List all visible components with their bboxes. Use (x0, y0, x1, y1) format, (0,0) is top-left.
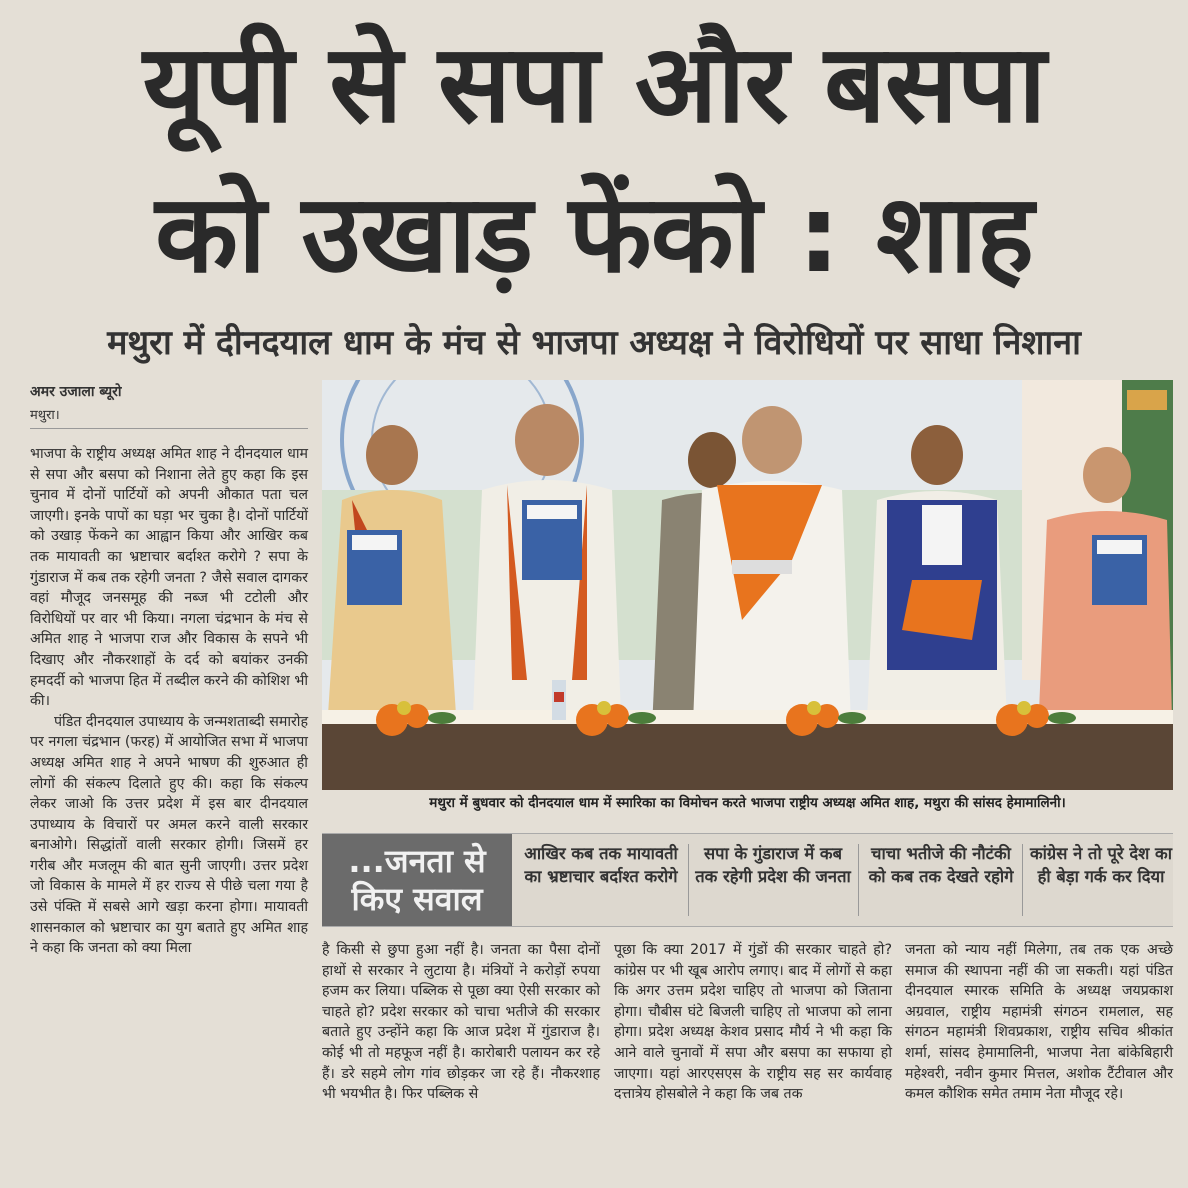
divider (688, 844, 689, 916)
paragraph: जनता को न्याय नहीं मिलेगा, तब तक एक अच्छे समाज की स्थापना नहीं की जा सकती। यहां पंडित दीनदयाल स्मारक समिति के अध्यक्ष जयप्रकाश अग्रवाल, राष्ट्रीय महामंत्री संगठन रामलाल, सह संगठन महामंत्री शिवप्रकाश, राष्ट्रीय सचिव श्रीकांत शर्मा, सांसद हेमामालिनी, भाजपा नेता बांकेबिहारी महेश्वरी, नवीन कुमार मित्तल, अशोक टैंटीवाल और कमल कौशिक समेत तमाम नेता मौजूद रहे। (905, 942, 1173, 1103)
article-column-4 (905, 940, 1173, 1105)
paragraph: भाजपा के राष्ट्रीय अध्यक्ष अमित शाह ने दीनदयाल धाम से सपा और बसपा को निशाना लेते हुए कहा कि इस चुनाव में दोनों पार्टियों को अपनी औकात पता चल जाएगी। इनके पापों का घड़ा भर चुका है। दोनों पार्टियों को उखाड़ फेंकने का आह्वान किया और आखिर कब तक मायावती का भ्रष्टाचार बर्दाश्त करोगे ? सपा के गुंडाराज में कब तक रहेगी जनता ? जैसे सवाल दागकर वहां मौजूद जनसमूह की नब्ज भी टटोली और विरोधियों पर वार भी किया। नगला चंद्रभान के मंच से अमित शाह ने भाजपा राज और विकास के सपने भी दिखाए और नौकरशाहों के दर्द को बयांकर उनकी हमदर्दी को भाजपा हित में तब्दील करने की कोशिश भी की। (30, 446, 308, 710)
paragraph: पूछा कि क्या 2017 में गुंडों की सरकार चाहते हो? कांग्रेस पर भी खूब आरोप लगाए। बाद में लोगों से कहा कि अगर उत्तम प्रदेश चाहिए तो भाजपा को जिताना होगा। चौबीस घंटे बिजली चाहिए तो भाजपा को लाना होगा। प्रदेश अध्यक्ष केशव प्रसाद मौर्य ने भी कहा कि आने वाले चुनावों में सपा और बसपा का सफाया हो जाएगा। यहां आरएसएस के राष्ट्रीय सह सर कार्यवाह दत्तात्रेय होसबोले ने कहा कि जब तक (614, 942, 892, 1103)
question-item: चाचा भतीजे की नौटंकी को कब तक देखते रहोगे (868, 844, 1014, 886)
article-column-2 (322, 940, 600, 1105)
divider (858, 844, 859, 916)
photo-caption: मथुरा में बुधवार को दीनदयाल धाम में स्मारिका का विमोचन करते भाजपा राष्ट्रीय अध्यक्ष अमित शाह, मथुरा की सांसद हेमामालिनी। (429, 795, 1066, 811)
byline-divider (30, 428, 308, 429)
title-line-2: किए सवाल (351, 880, 483, 918)
public-questions-title (322, 834, 512, 926)
headline-line-2: को उखाड़ फेंको : शाह (155, 172, 1033, 297)
headline-line-1: यूपी से सपा और बसपा (142, 22, 1046, 147)
public-questions-box (322, 833, 1173, 927)
byline: अमर उजाला ब्यूरो (30, 384, 122, 400)
subheadline: मथुरा में दीनदयाल धाम के मंच से भाजपा अध्यक्ष ने विरोधियों पर साधा निशाना (107, 323, 1081, 363)
photo-illustration (322, 380, 1173, 790)
dateline: मथुरा। (30, 408, 60, 423)
title-line-1: ...जनता से (348, 842, 486, 880)
event-photo (322, 380, 1173, 790)
question-item: सपा के गुंडाराज में कब तक रहेगी प्रदेश की जनता (695, 844, 851, 886)
article-column-3 (614, 940, 892, 1105)
question-item: आखिर कब तक मायावती का भ्रष्टाचार बर्दाश्त करोगे (524, 844, 678, 886)
question-item: कांग्रेस ने तो पूरे देश का ही बेड़ा गर्क कर दिया (1029, 844, 1172, 886)
article-column-1 (30, 444, 308, 959)
paragraph: है किसी से छुपा हुआ नहीं है। जनता का पैसा दोनों हाथों से सरकार ने लुटाया है। मंत्रियों ने करोड़ों रुपया हजम कर लिया। पब्लिक से पूछा क्या ऐसी सरकार को चाहते हो? प्रदेश सरकार को चाचा भतीजे की सरकार बताते हुए उन्होंने कहा कि आज प्रदेश में गुंडाराज है। कोई भी तो महफूज नहीं है। कारोबारी पलायन कर रहे हैं। डरे सहमे लोग गांव छोड़कर जा रहे हैं। नौकरशाह भी भयभीत है। फिर पब्लिक से (322, 942, 600, 1103)
paragraph: पंडित दीनदयाल उपाध्याय के जन्मशताब्दी समारोह पर नगला चंद्रभान (फरह) में आयोजित सभा में भाजपा अध्यक्ष अमित शाह ने अपने भाषण की शुरुआत ही लोगों की संकल्प दिलाते हुए की। कहा कि संकल्प लेकर जाओ कि उत्तर प्रदेश में इस बार दीनदयाल उपाध्याय के विचारों पर अमल करने वाली सरकार बनाओगे। सिद्धांतों वाली सरकार होगी। जिसमें हर गरीब और मजलूम की बात सुनी जाएगी। उत्तर प्रदेश जो विकास के मामले में हर राज्य से पीछे चला गया है उसे पंक्ति में सबसे आगे खड़ा करना होगा। मायावती शासनकाल को भ्रष्टाचार का युग बताते हुए अमित शाह ने कहा कि जनता को क्या मिला (30, 713, 308, 957)
